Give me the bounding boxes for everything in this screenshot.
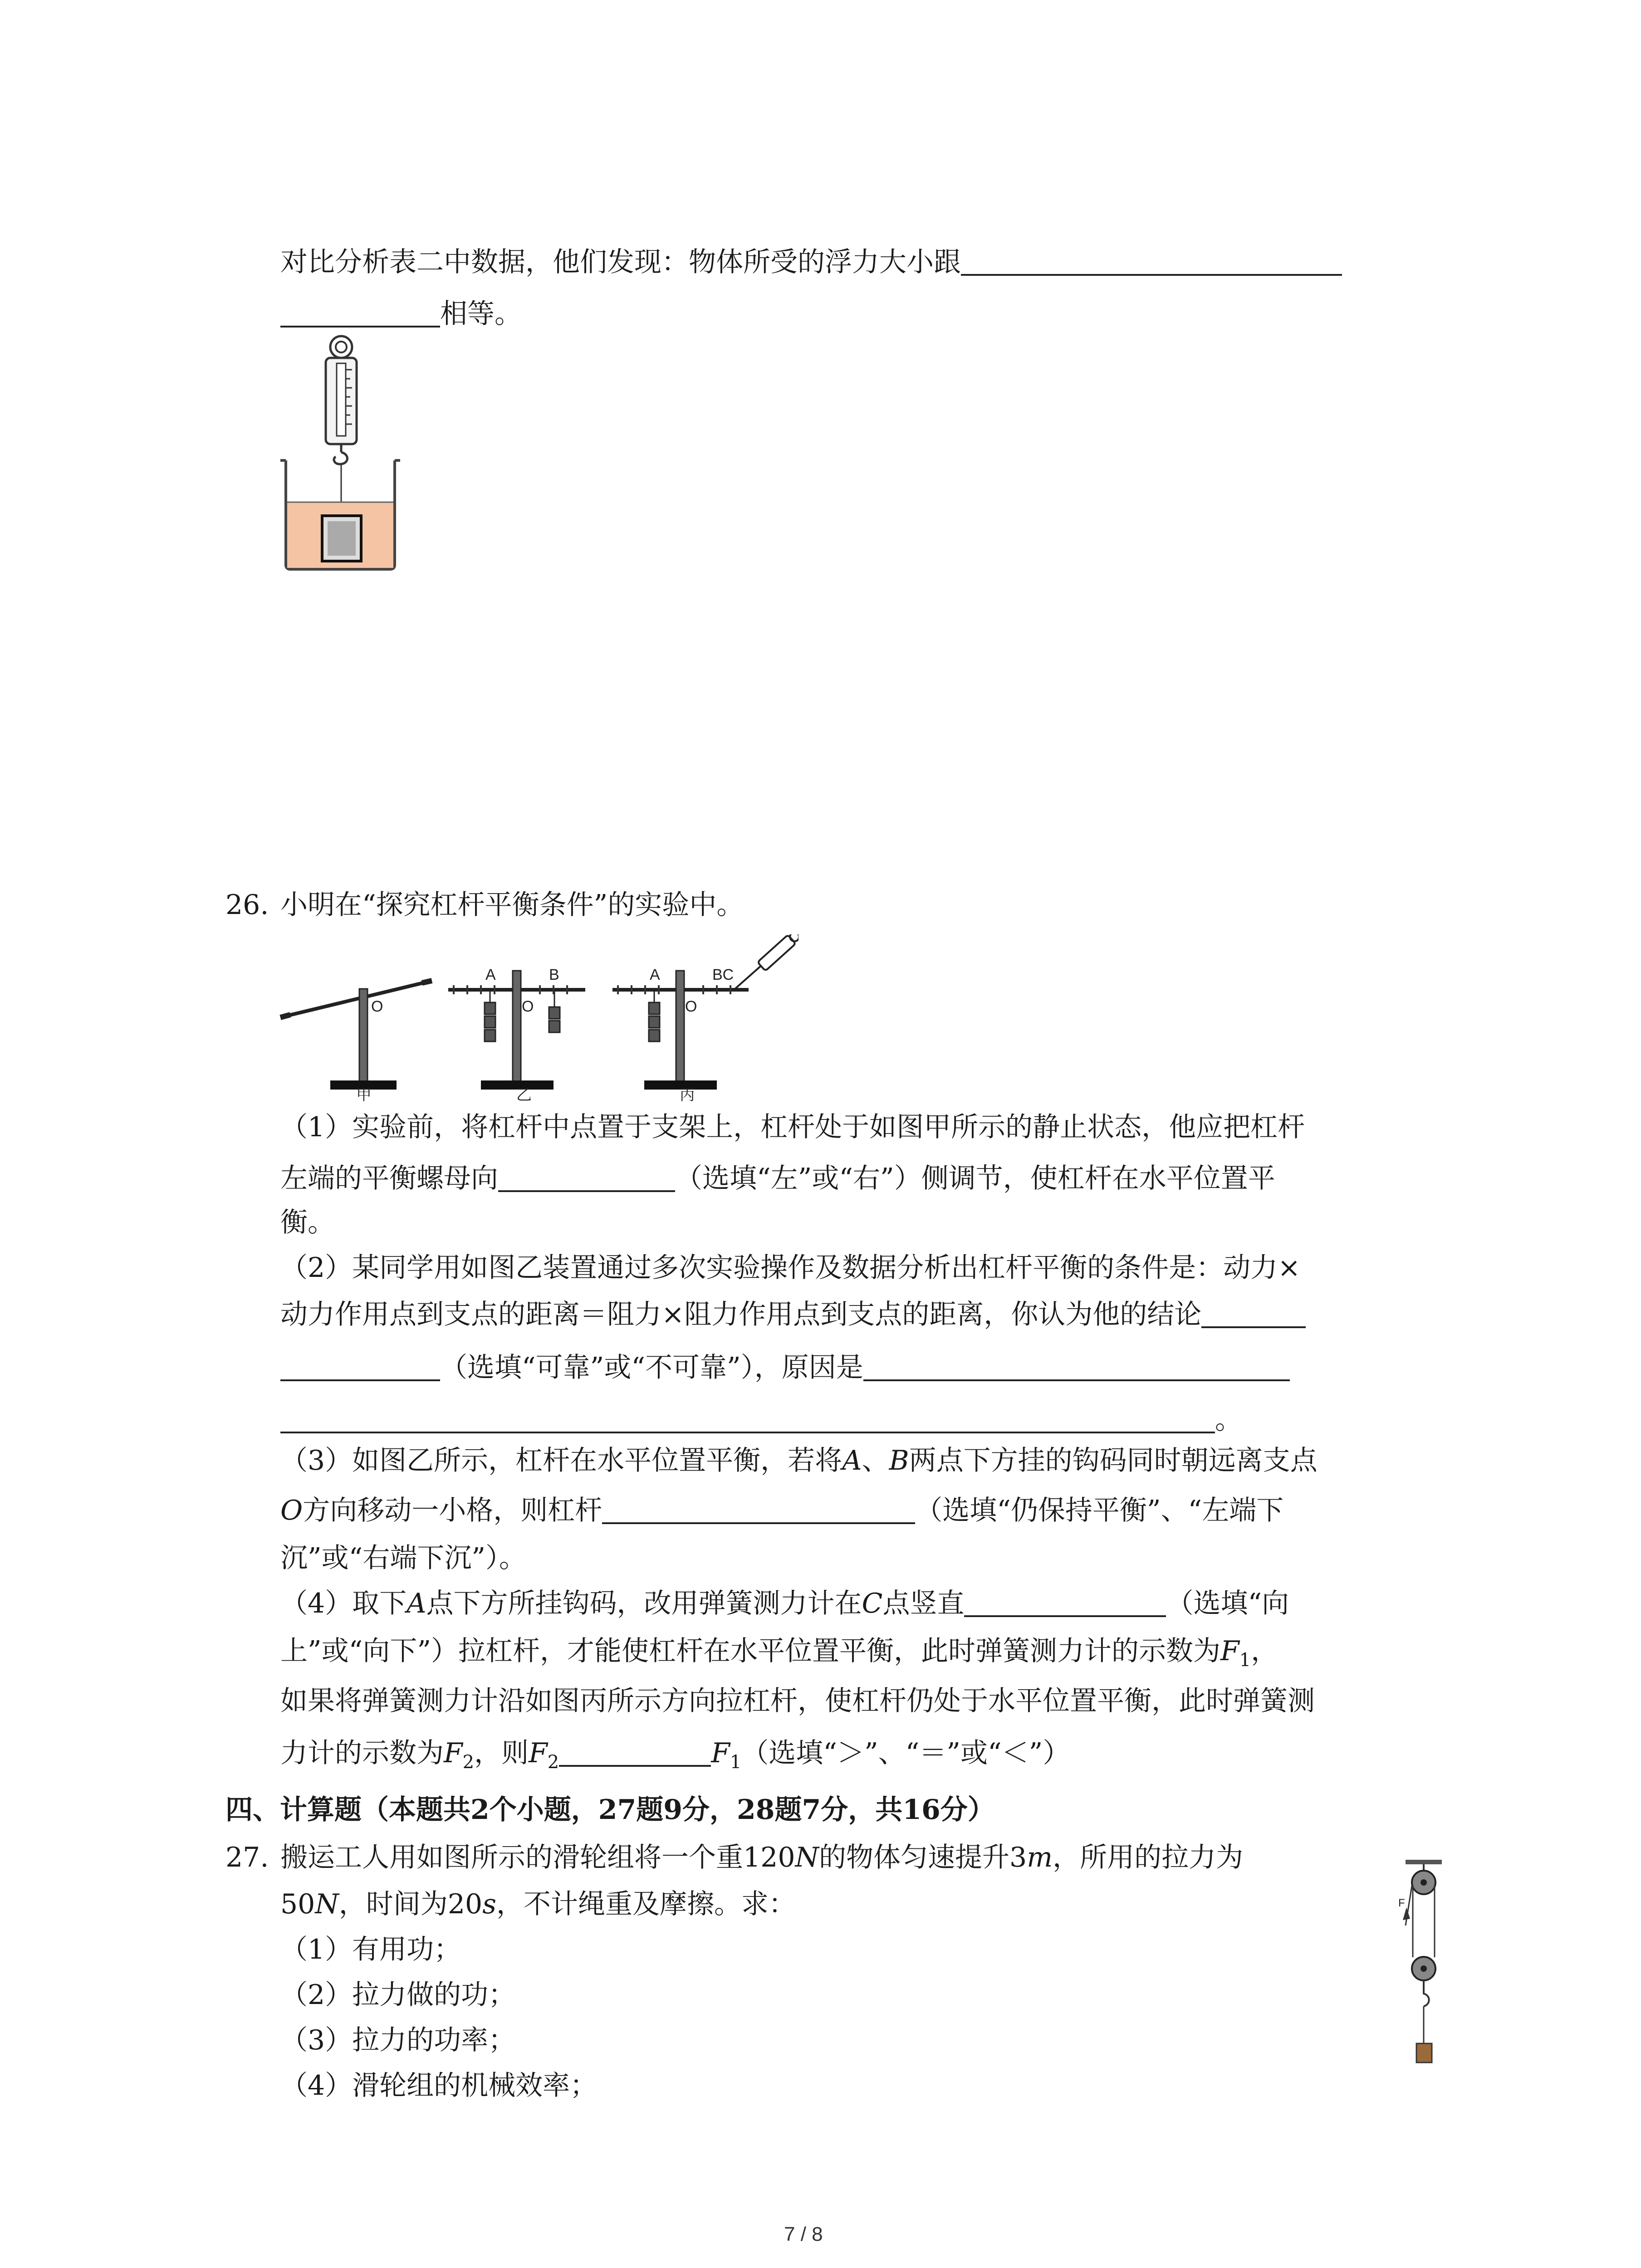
q26-p4-line1: [280, 1590, 1289, 1617]
q26-p3-text: 两点下方挂的钩码同时朝远离支点: [909, 1445, 1318, 1476]
var-B: B: [889, 1445, 909, 1476]
label-jia: 甲: [356, 1086, 372, 1102]
q26-p2-line2: [280, 1301, 1306, 1328]
q26-p1-line2: [280, 1165, 1275, 1192]
answer-blank[interactable]: [602, 1499, 915, 1524]
label-O: O: [685, 998, 697, 1015]
var-F1: F: [711, 1737, 730, 1769]
section-heading: 四、计算题（本题共2个小题，27题9分，28题7分，共16分）: [225, 1794, 995, 1826]
label-O: O: [522, 998, 534, 1015]
q26-p3-line3: 沉”或“右端下沉”）。: [280, 1542, 527, 1574]
q26-p2-line1: （2）某同学用如图乙装置通过多次实验操作及数据分析出杠杆平衡的条件是：动力×: [280, 1252, 1301, 1284]
label-A: A: [650, 966, 660, 983]
q26-p4-line3: 如果将弹簧测力计沿如图丙所示方向拉杠杆，使杠杆仍处于水平位置平衡，此时弹簧测: [280, 1685, 1315, 1717]
q26-p4-text: 力计的示数为: [280, 1737, 444, 1769]
subscript: 2: [462, 1752, 475, 1773]
var-C: C: [862, 1588, 883, 1619]
q27-sub4: （4）滑轮组的机械效率；: [280, 2070, 598, 2102]
lever-figure-jia: [280, 981, 432, 1102]
var-F2: F: [529, 1737, 548, 1769]
q26-stem: 小明在“探究杠杆平衡条件”的实验中。: [280, 889, 744, 921]
q25-line1: [280, 246, 1342, 278]
q26-p1-line3: 衡。: [280, 1207, 335, 1238]
answer-blank[interactable]: [280, 1408, 1215, 1433]
lever-figure-yi: [448, 966, 585, 1102]
q27-text: 搬运工人用如图所示的滑轮组将一个重120: [280, 1842, 795, 1873]
var-A: A: [407, 1588, 426, 1619]
q26-p4-text: ，: [1251, 1635, 1279, 1667]
q26-p4-text: ，则: [474, 1737, 529, 1769]
q26-p4-text: 上”或“向下”）拉杠杆，才能使杠杆在水平位置平衡，此时弹簧测力计的示数为: [280, 1635, 1221, 1667]
lever-figure-bing: [612, 934, 798, 1102]
q26-p2-text: 动力作用点到支点的距离＝阻力×阻力作用点到支点的距离，你认为他的结论: [280, 1299, 1202, 1330]
q26-p3-text: 、: [862, 1445, 889, 1476]
answer-blank[interactable]: [961, 250, 1342, 276]
unit-m: m: [1027, 1842, 1053, 1873]
q26-p1-text: （选填“左”或“右”）侧调节，使杠杆在水平位置平: [675, 1163, 1275, 1194]
q27-text: ，时间为20: [338, 1888, 483, 1920]
q27-text: 的物体匀速提升3: [819, 1842, 1027, 1873]
answer-blank[interactable]: [498, 1167, 675, 1192]
label-B: B: [549, 966, 559, 983]
q26-p3-text: （3）如图乙所示，杠杆在水平位置平衡，若将: [280, 1445, 843, 1476]
q27-sub2: （2）拉力做的功；: [280, 1979, 516, 2011]
q26-p2-line3: [280, 1354, 1290, 1381]
q26-p4-text: 点竖直: [882, 1588, 965, 1619]
q27-text: 50: [280, 1888, 315, 1920]
var-O: O: [280, 1495, 303, 1526]
label-A: A: [485, 966, 496, 983]
q27-sub1: （1）有用功；: [280, 1934, 461, 1965]
q26-p4-text: （4）取下: [280, 1588, 407, 1619]
q26-p4-text: （选填“＞”、“＝”或“＜”）: [741, 1737, 1070, 1769]
q27-text: ，不计绳重及摩擦。求：: [496, 1888, 796, 1920]
page-number: 7 / 8: [784, 2223, 823, 2245]
q27-number: 27.: [225, 1842, 269, 1873]
q26-p4-line2: [280, 1637, 1278, 1669]
spring-scale-beaker-figure: [277, 333, 404, 574]
answer-blank[interactable]: [1201, 1303, 1306, 1328]
q26-p4-text: 点下方所挂钩码，改用弹簧测力计在: [426, 1588, 862, 1619]
q27-text: ，所用的拉力为: [1053, 1842, 1244, 1873]
q27-line1: [280, 1844, 1243, 1871]
q26-p1-text: 左端的平衡螺母向: [280, 1163, 498, 1194]
q26-p4-text: （选填“向: [1166, 1588, 1289, 1619]
label-BC: BC: [712, 966, 734, 983]
answer-blank[interactable]: [280, 1356, 440, 1381]
q25-line1-text: 对比分析表二中数据，他们发现：物体所受的浮力大小跟: [280, 246, 961, 278]
unit-s: s: [482, 1888, 497, 1920]
answer-blank[interactable]: [863, 1356, 1290, 1381]
unit-N: N: [315, 1888, 339, 1920]
q26-p3-line2: [280, 1497, 1283, 1524]
label-bing: 丙: [680, 1086, 695, 1102]
answer-blank[interactable]: [964, 1592, 1166, 1617]
q27-sub3: （3）拉力的功率；: [280, 2024, 516, 2056]
var-F2: F: [444, 1737, 463, 1769]
q27-line2: [280, 1888, 796, 1920]
q26-p2-line4: [280, 1404, 1242, 1436]
label-O: O: [371, 998, 383, 1015]
q25-line2-text: 相等。: [440, 298, 522, 330]
var-A: A: [842, 1445, 862, 1476]
q26-p1-line1: （1）实验前，将杠杆中点置于支架上，杠杆处于如图甲所示的静止状态，他应把杠杆: [280, 1111, 1305, 1143]
q26-p3-line1: [280, 1447, 1318, 1474]
q26-p4-line4: [280, 1737, 1070, 1773]
q26-p3-text: 方向移动一小格，则杠杆: [303, 1495, 603, 1526]
q25-line2: [280, 298, 522, 330]
pulley-figure: [1393, 1857, 1452, 2071]
subscript: 1: [1239, 1650, 1251, 1671]
subscript: 1: [730, 1752, 742, 1773]
q26-p2-text: 。: [1215, 1404, 1242, 1436]
unit-N: N: [795, 1842, 819, 1873]
q26-p3-text: （选填“仍保持平衡”、“左端下: [915, 1495, 1284, 1526]
lever-figures: [277, 934, 798, 1102]
label-yi: 乙: [516, 1086, 532, 1102]
label-F: F: [1398, 1897, 1405, 1909]
q26-p2-text: （选填“可靠”或“不可靠”），原因是: [440, 1352, 863, 1383]
q26-number: 26.: [225, 889, 269, 921]
answer-blank[interactable]: [280, 302, 440, 327]
subscript: 2: [547, 1752, 559, 1773]
answer-blank[interactable]: [559, 1741, 711, 1767]
var-F1: F: [1220, 1635, 1239, 1667]
